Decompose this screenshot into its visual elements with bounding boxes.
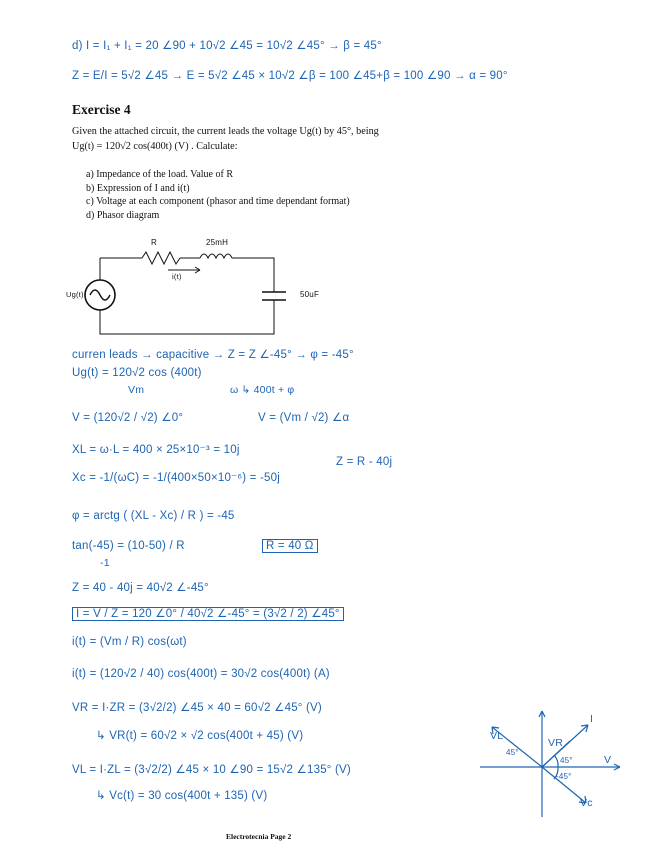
solution-line-2: Ug(t) = 120√2 cos (400t) [72,367,202,379]
phasor-angle-label-1: 45° [560,756,573,765]
phasor-i-label: I [590,713,594,725]
inductor-label: 25mH [206,238,229,247]
exercise-intro-1: Given the attached circuit, the current leads the voltage Ug(t) by 45°, being [72,126,379,137]
exercise-item-a: a) Impedance of the load. Value of R [86,169,233,180]
handwritten-z-line: Z = E/I = 5√2 ∠45 → E = 5√2 ∠45 × 10√2 ∠β = 100 ∠45+β = 100 ∠90 → α = 90° [72,70,508,82]
phasor-v-label: V [604,754,612,766]
solution-line-5: Xc = -1/(ωC) = -1/(400×50×10⁻⁶) = -50j [72,472,280,484]
solution-line-6: φ = arctg ( (XL - Xc) / R ) = -45 [72,510,235,522]
result-i-value: I = V / Z = 120 ∠0° / 40√2 ∠-45° = (3√2 / 2) ∠45° [72,607,344,621]
solution-line-4: XL = ω·L = 400 × 25×10⁻³ = 10j [72,444,240,456]
solution-line-2-vm: Vm [128,384,145,396]
solution-line-7-minus-one: -1 [100,557,110,569]
source-label: Ug(t) [66,290,84,299]
phasor-angle-label-2: -45° [556,772,572,781]
solution-line-1: curren leads → capacitive → Z = Z ∠-45° → φ = -45° [72,349,354,361]
phasor-angle-label-left: 45° [506,748,519,757]
solution-line-2-omega: ω ↳ 400t + φ [230,384,295,396]
solution-line-8: Z = 40 - 40j = 40√2 ∠-45° [72,582,209,594]
solution-line-15: ↳ Vc(t) = 30 cos(400t + 135) (V) [96,790,268,802]
solution-line-3: V = (120√2 / √2) ∠0° [72,412,184,424]
result-r-box [262,540,318,552]
result-i-box [72,606,344,620]
exercise-intro-2: Ug(t) = 120√2 cos(400t) (V) . Calculate: [72,141,238,152]
solution-line-10: i(t) = (Vm / R) cos(ωt) [72,636,187,648]
solution-line-3b: V = (Vm / √2) ∠α [258,412,350,424]
capacitor-label: 50uF [300,290,320,299]
handwritten-d-line: d) I = I₁ + I₁ = 20 ∠90 + 10√2 ∠45 = 10√2 ∠45° → β = 45° [72,40,382,52]
exercise-item-d: d) Phasor diagram [86,209,160,221]
solution-line-14: VL = I·ZL = (3√2/2) ∠45 × 10 ∠90 = 15√2 ∠135° (V) [72,764,351,776]
exercise-item-b: b) Expression of I and i(t) [86,182,190,194]
result-r-value: R = 40 Ω [262,539,318,553]
solution-line-13: ↳ VR(t) = 60√2 × √2 cos(400t + 45) (V) [96,730,304,742]
solution-line-7: tan(-45) = (10-50) / R [72,540,185,552]
page-footer: Electrotecnia Page 2 [226,832,292,841]
phasor-vr-label: VR [548,737,563,749]
exercise-item-c: c) Voltage at each component (phasor and time dependant format) [86,196,350,208]
solution-line-12: VR = I·ZR = (3√2/2) ∠45 × 40 = 60√2 ∠45° (V) [72,702,322,714]
phasor-vl-label: VL [490,730,504,742]
exercise-items [86,168,350,222]
circuit-diagram [60,230,300,350]
solution-line-5b: Z = R - 40j [336,456,393,468]
solution-line-11: i(t) = (120√2 / 40) cos(400t) = 30√2 cos(400t) (A) [72,668,330,680]
angle-arc-1 [554,755,558,767]
phasor-vc-label: Vc [580,797,593,809]
resistor-label: R [151,238,157,247]
current-label: i(t) [172,272,182,281]
exercise-title: Exercise 4 [72,102,131,117]
